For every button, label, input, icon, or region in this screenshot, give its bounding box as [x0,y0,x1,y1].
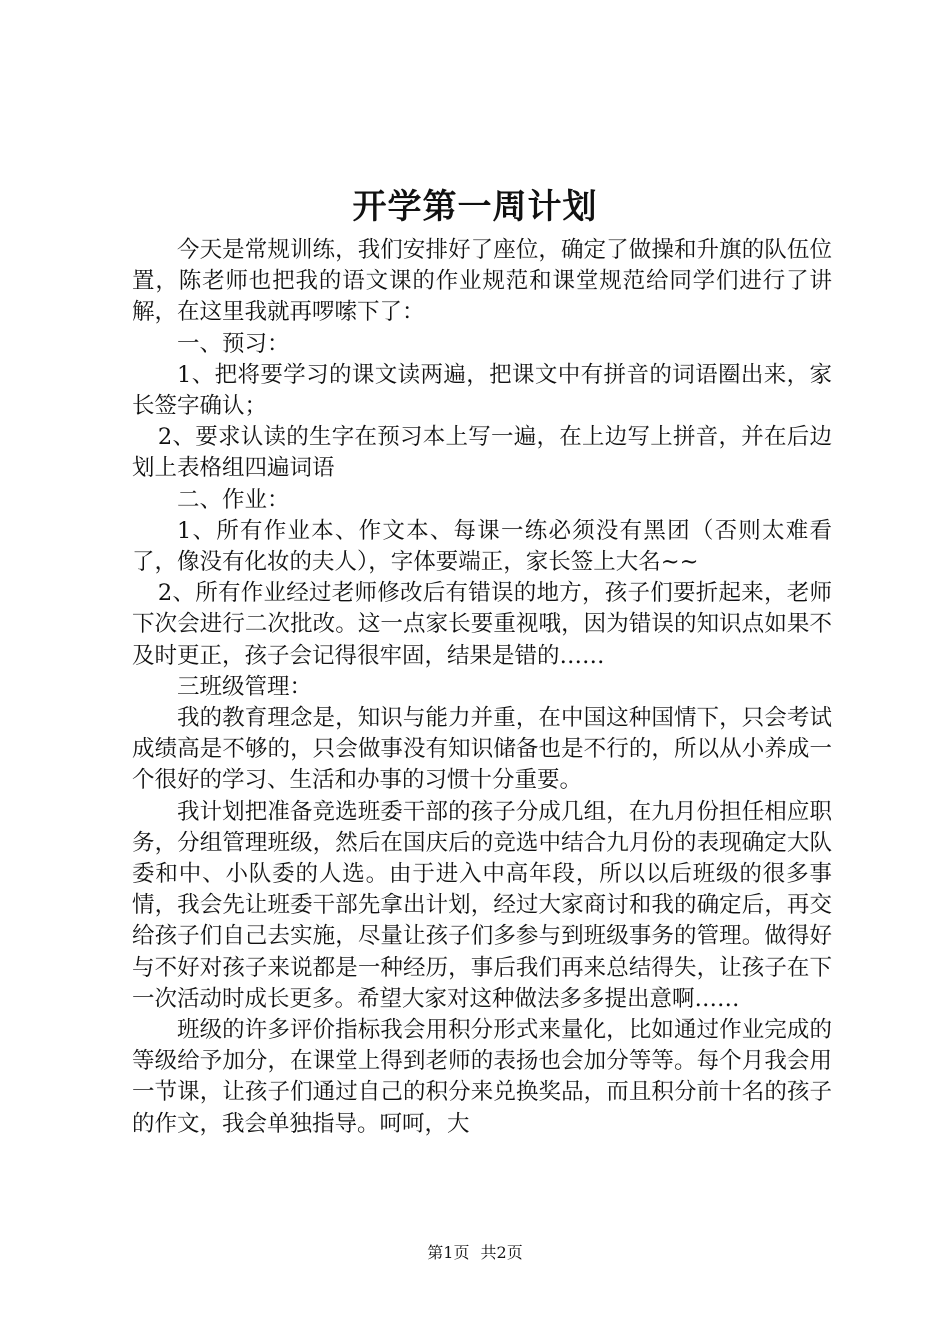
section-heading-preview: 一、预习： [177,330,290,357]
section-heading-class-management: 三班级管理： [177,673,313,700]
list-item-homework-1: 1、所有作业本、作文本、每课一练必须没有黑团（否则太难看了，像没有化妆的夫人），字体要端正，家长签上大名~~ [132,517,832,576]
page-number: 第1页 [427,1243,470,1262]
page-footer [0,1241,950,1265]
paragraph-intro: 今天是常规训练，我们安排好了座位，确定了做操和升旗的队伍位置，陈老师也把我的语文课的作业规范和课堂规范给同学们进行了讲解，在这里我就再啰嗦下了： [132,237,832,326]
paragraph-philosophy: 我的教育理念是，知识与能力并重，在中国这种国情下，只会考试成绩高是不够的，只会做事没有知识储备也是不行的，所以从小养成一个很好的学习、生活和办事的习惯十分重要。 [132,705,832,794]
page-total: 共2页 [480,1243,523,1262]
list-item-preview-1: 1、把将要学习的课文读两遍，把课文中有拼音的词语圈出来，家长签字确认； [132,361,832,420]
document-body [132,235,832,1140]
list-item-homework-2: 2、所有作业经过老师修改后有错误的地方，孩子们要折起来，老师下次会进行二次批改。这一点家长要重视哦，因为错误的知识点如果不及时更正，孩子会记得很牢固，结果是错的…… [132,580,832,669]
list-item-preview-2: 2、要求认读的生字在预习本上写一遍，在上边写上拼音，并在后边划上表格组四遍词语 [132,424,832,482]
paragraph-points-system: 班级的许多评价指标我会用积分形式来量化，比如通过作业完成的等级给予加分，在课堂上得到老师的表扬也会加分等等。每个月我会用一节课，让孩子们通过自己的积分来兑换奖品，而且积分前十名的孩子的作文，我会单独指导。呵呵，大 [132,1017,832,1137]
section-heading-homework: 二、作业： [177,486,290,513]
page-title: 开学第一周计划 [352,187,598,227]
paragraph-committee-plan: 我计划把准备竞选班委干部的孩子分成几组，在九月份担任相应职务，分组管理班级，然后在国庆后的竞选中结合九月份的表现确定大队委和中、小队委的人选。由于进入中高年段，所以以后班级的很多事情，我会先让班委干部先拿出计划，经过大家商讨和我的确定后，再交给孩子们自己去实施，尽量让孩子们多参与到班级事务的管理。做得好与不好对孩子来说都是一种经历，事后我们再来总结得失，让孩子在下一次活动时成长更多。希望大家对这种做法多多提出意啊…… [132,798,832,1012]
